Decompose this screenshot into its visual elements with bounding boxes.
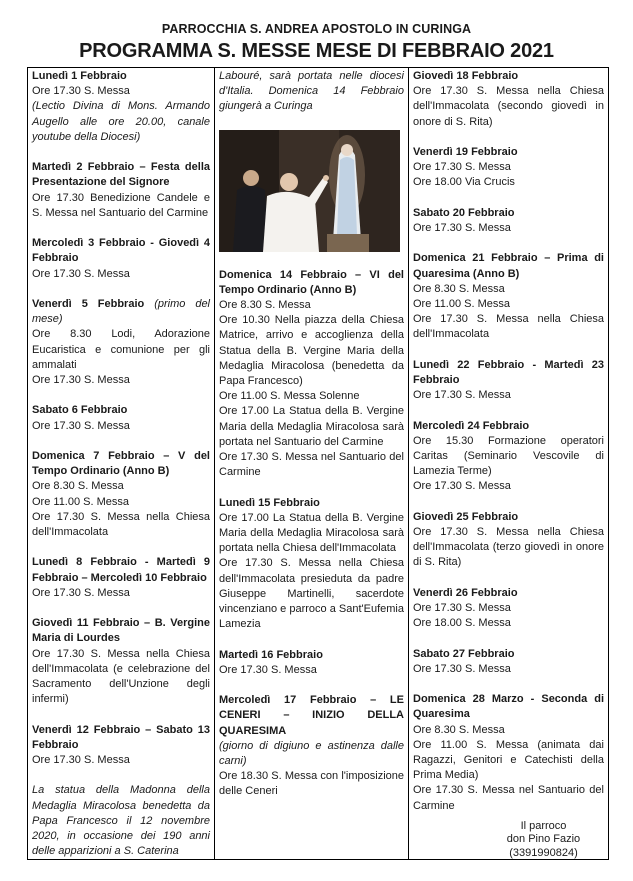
statue-note: [32, 783, 210, 859]
entry-title: Sabato 20 Febbraio: [413, 206, 515, 219]
statue-note-text: La statua della Madonna della Medaglia Miracolosa benedetta da Papa Francesco il 12 novembre 2020, in occasione dei 190 anni delle apparizioni a S. Caterina: [32, 784, 210, 858]
entry-feb-22-23: [413, 358, 604, 404]
entry-line: Ore 11.00 S. Messa Solenne: [219, 390, 360, 403]
entry-title: Venerdì 12 Febbraio – Sabato 13 Febbraio: [32, 723, 210, 751]
entry-line: Ore 8.30 S. Messa: [413, 723, 505, 736]
entry-line: Ore 17.30 S. Messa: [413, 662, 511, 675]
entry-line: Ore 17.30 S. Messa: [32, 586, 130, 599]
entry-line: Ore 15.30 Formazione operatori Caritas (Seminario Vescovile di Lamezia Terme): [413, 434, 604, 478]
entry-title-wrap: [32, 297, 210, 327]
entry-line: Ore 18.00 Via Crucis: [413, 176, 515, 189]
photo-illustration: [219, 130, 400, 252]
statue-note-continued: Labouré, sarà portata nelle diocesi d'Italia. Domenica 14 Febbraio giungerà a Curinga: [219, 70, 404, 113]
entry-line: Ore 8.30 S. Messa: [413, 282, 505, 295]
entry-title: Mercoledì 17 Febbraio – LE CENERI – INIZIO DELLA QUARESIMA: [219, 694, 404, 737]
entry-feb-19: [413, 145, 604, 191]
entry-line: Ore 11.00 S. Messa: [32, 495, 130, 508]
entry-note: (Lectio Divina di Mons. Armando Augello alle ore 20.00, canale youtube della Diocesi): [32, 100, 210, 143]
entry-line: Ore 17.30 S. Messa nella Chiesa dell'Immacolata (secondo giovedì in onore di S. Rita): [413, 85, 604, 128]
entry-line: Ore 17.30 S. Messa nella Chiesa dell'Immacolata: [32, 510, 210, 539]
entry-title: Domenica 7 Febbraio – V del Tempo Ordinario (Anno B): [32, 450, 210, 478]
entry-feb-25: [413, 510, 604, 571]
entry-line: Ore 11.00 S. Messa: [413, 298, 511, 310]
entry-line: Ore 10.30 Nella piazza della Chiesa Matrice, arrivo e accoglienza della Statua della B. Vergine Maria della Medaglia Miracolosa (benedetta da Papa Francesco): [219, 314, 404, 388]
entry-line: Ore 17.30 S. Messa: [32, 754, 130, 767]
parish-name: PARROCCHIA S. ANDREA APOSTOLO IN CURINGA: [161, 22, 472, 36]
entry-line: Ore 17.30 S. Messa: [32, 85, 130, 98]
entry-feb-26: [413, 586, 604, 632]
entry-mar-28: [413, 692, 604, 814]
entry-title: Giovedì 11 Febbraio – B. Vergine Maria di Lourdes: [32, 617, 210, 645]
entry-line: Ore 17.00 La Statua della B. Vergine Maria della Medaglia Miracolosa sarà portata nella Chiesa dell'Immacolata: [219, 511, 404, 555]
entry-feb-20: [413, 206, 604, 236]
entry-line: Ore 17.30 S. Messa nel Santuario del Carmine: [219, 451, 404, 479]
entry-title: Mercoledì 3 Febbraio - Giovedì 4 Febbraio: [32, 237, 210, 265]
entry-title: Sabato 6 Febbraio: [32, 404, 128, 417]
entry-line: Ore 8.30 S. Messa: [219, 299, 311, 312]
entry-feb-15: [219, 496, 404, 633]
schedule-table: [27, 67, 609, 860]
signature: [413, 820, 604, 859]
entry-feb-16: [219, 648, 404, 678]
entry-line: Ore 8.30 S. Messa: [32, 480, 124, 493]
entry-feb-5: [32, 297, 210, 388]
entry-feb-18: [413, 69, 604, 130]
entry-title: Domenica 21 Febbraio – Prima di Quaresima (Anno B): [413, 252, 604, 280]
entry-title: Martedì 2 Febbraio – Festa della Presentazione del Signore: [32, 161, 210, 189]
signature-phone: (3391990824): [509, 846, 578, 859]
entry-line: Ore 17.30 S. Messa nella Chiesa dell'Immacolata (e celebrazione del Sacramento dell'Unzione degli infermi): [32, 647, 210, 706]
entry-line: Ore 17.30 S. Messa: [413, 480, 511, 493]
entry-feb-8-10: [32, 555, 210, 601]
pope-statue-photo: [219, 130, 400, 252]
entry-title: Sabato 27 Febbraio: [413, 647, 515, 660]
entry-feb-11: [32, 616, 210, 707]
entry-line: Ore 17.30 S. Messa: [32, 267, 130, 280]
entry-title: Venerdì 19 Febbraio: [413, 146, 518, 158]
entry-feb-1: [32, 69, 210, 145]
entry-note: (giorno di digiuno e astinenza dalle carni): [219, 739, 404, 768]
entry-feb-21: [413, 251, 604, 342]
entry-feb-7: [32, 449, 210, 540]
entry-title: Lunedì 15 Febbraio: [219, 496, 320, 509]
column-2: [215, 68, 409, 859]
entry-line: Ore 17.00 La Statua della B. Vergine Maria della Medaglia Miracolosa sarà portata nel Santuario del Carmine: [219, 405, 404, 448]
entry-feb-3-4: [32, 236, 210, 282]
entry-line: Ore 11.00 S. Messa (animata dai Ragazzi, Genitori e Catechisti della Prima Media): [413, 738, 604, 782]
entry-title: Giovedì 25 Febbraio: [413, 510, 519, 523]
entry-line: Ore 17.30 S. Messa: [413, 602, 511, 614]
entry-line: Ore 17.30 S. Messa: [413, 389, 511, 402]
entry-line: Ore 17.30 S. Messa nella Chiesa dell'Immacolata presieduta da padre Giuseppe Martinelli, sacerdote vincenziano e parroco a Sant'Eufemia Lamezia: [219, 557, 404, 631]
page-title: PROGRAMMA S. MESSE MESE DI FEBBRAIO 2021: [79, 40, 554, 62]
entry-line: Ore 17.30 S. Messa nella Chiesa dell'Immacolata (terzo giovedì in onore di S. Rita): [413, 526, 604, 569]
entry-line: Ore 17.30 S. Messa: [219, 663, 317, 676]
entry-title-note: (primo del mese): [32, 298, 210, 326]
signature-role: Il parroco: [520, 819, 567, 832]
entry-title: Mercoledì 24 Febbraio: [413, 419, 530, 432]
signature-name: don Pino Fazio: [506, 833, 581, 846]
entry-feb-2: [32, 160, 210, 221]
entry-line: Ore 17.30 S. Messa: [413, 222, 511, 234]
entry-title: Domenica 28 Marzo - Seconda di Quaresima: [413, 693, 604, 721]
entry-line: Ore 17.30 S. Messa: [32, 419, 130, 432]
column-1: [28, 68, 215, 859]
entry-feb-27: [413, 647, 604, 677]
entry-line: Ore 18.30 S. Messa con l'imposizione delle Ceneri: [219, 770, 404, 798]
entry-feb-17: [219, 693, 404, 799]
entry-title: Venerdì 26 Febbraio: [413, 586, 518, 599]
entry-title: Lunedì 8 Febbraio - Martedì 9 Febbraio – Mercoledì 10 Febbraio: [32, 556, 210, 584]
entry-line: Ore 8.30 Lodi, Adorazione Eucaristica e comunione per gli ammalati: [32, 328, 210, 371]
entry-title: Venerdì 5 Febbraio: [32, 298, 145, 310]
entry-line: Ore 17.30 Benedizione Candele e S. Messa nel Santuario del Carmine: [32, 191, 210, 219]
entry-title: Lunedì 1 Febbraio: [32, 70, 127, 82]
column-3: [409, 68, 608, 859]
entry-feb-14: [219, 268, 404, 481]
entry-feb-12-13: [32, 723, 210, 769]
entry-line: Ore 18.00 S. Messa: [413, 617, 511, 630]
entry-feb-6: [32, 403, 210, 433]
entry-line: Ore 17.30 S. Messa nel Santuario del Carmine: [413, 784, 604, 812]
entry-line: Ore 17.30 S. Messa: [413, 161, 511, 174]
entry-title: Giovedì 18 Febbraio: [413, 70, 519, 82]
entry-title: Martedì 16 Febbraio: [219, 648, 323, 661]
entry-line: Ore 17.30 S. Messa: [32, 374, 130, 387]
entry-title: Domenica 14 Febbraio – VI del Tempo Ordinario (Anno B): [219, 268, 404, 296]
entry-title: Lunedì 22 Febbraio - Martedì 23 Febbraio: [413, 358, 604, 386]
entry-line: Ore 17.30 S. Messa nella Chiesa dell'Immacolata: [413, 313, 604, 341]
entry-feb-24: [413, 419, 604, 495]
